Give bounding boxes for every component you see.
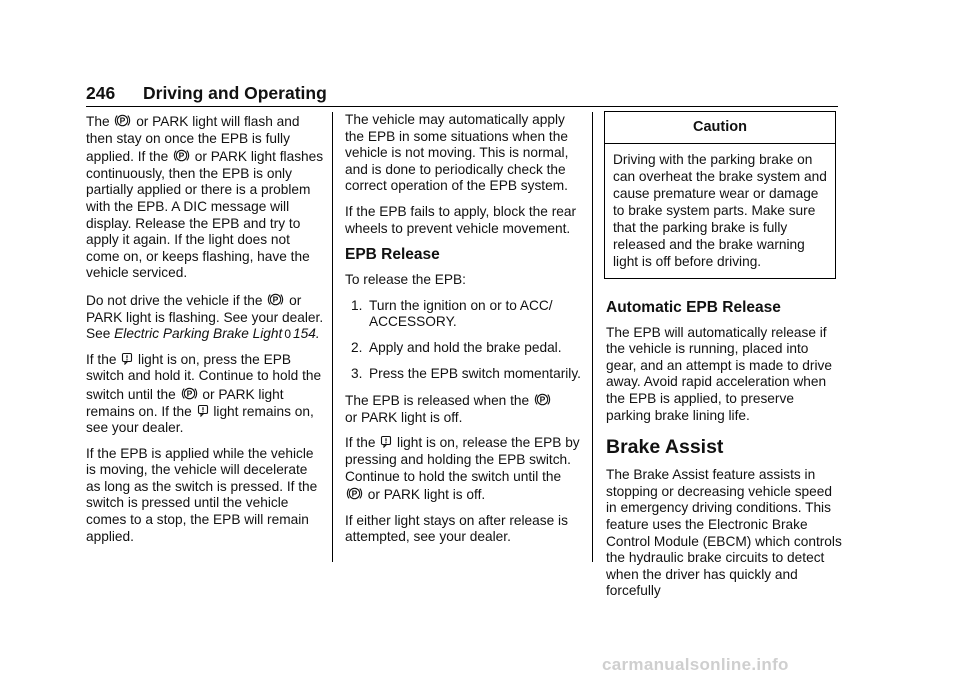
paragraph: Do not drive the vehicle if the P or PARK light is flashing. See your dealer. See Electric Parking Brake Light 0 154. <box>86 292 324 342</box>
svg-text:P: P <box>186 388 192 399</box>
park-brake-icon <box>534 391 551 408</box>
column-left <box>86 112 324 554</box>
paragraph: If the light is on, release the EPB by pressing and holding the EPB switch. Continue to hold the switch until the P or PARK light is off. <box>345 435 580 503</box>
column-divider <box>592 112 593 562</box>
caution-box <box>604 111 836 279</box>
svg-text:P: P <box>351 488 358 499</box>
park-brake-icon <box>173 147 190 164</box>
svg-text:P: P <box>178 150 185 161</box>
list-item: 1. Turn the ignition on or to ACC/ ACCESSORY. <box>351 297 553 330</box>
heading-epb-release: EPB Release <box>345 246 440 264</box>
caution-title: Caution <box>605 112 835 144</box>
heading-brake-assist: Brake Assist <box>606 436 724 459</box>
brake-service-icon <box>380 435 392 448</box>
link-electric-parking-brake-light[interactable]: Electric Parking Brake Light <box>114 326 283 342</box>
park-brake-icon <box>346 485 363 502</box>
section-title: Driving and Operating <box>143 83 327 103</box>
paragraph: If either light stays on after release is attempted, see your dealer. <box>345 512 568 545</box>
paragraph: The P or PARK light will flash and then stay on once the EPB is fully applied. If the P or PARK light flashes continuously, then the EPB is only partially applied or there is a problem with the EPB. A DIC message will display. Release the EPB and try to apply it again. If the light does not come on, or keeps flashing, have the vehicle serviced. <box>86 114 324 281</box>
page-reference-symbol: 0 <box>284 327 291 342</box>
svg-text:P: P <box>272 294 279 305</box>
paragraph: To release the EPB: <box>345 272 466 288</box>
paragraph: The EPB will automatically release if the vehicle is running, placed into gear, and an attempt is made to drive away. Avoid rapid acceleration when the EPB is applied, to preserve parking brake lining life. <box>606 324 832 423</box>
paragraph: If the light is on, press the EPB switch and hold it. Continue to hold the switch until the P or PARK light remains on. If the light remains on, see your dealer. <box>86 351 322 436</box>
caution-body: Driving with the parking brake on can overheat the brake system and cause premature wear or damage to brake system parts. Make sure that the parking brake is fully released and the brake warning light is off before driving. <box>613 151 827 269</box>
paragraph: If the EPB is applied while the vehicle is moving, the vehicle will decelerate as long as the switch is pressed. If the switch is pressed until the vehicle comes to a stop, the EPB will remain applied. <box>86 445 318 544</box>
column-divider <box>332 112 333 562</box>
brake-service-icon <box>121 352 133 365</box>
column-middle <box>345 112 581 555</box>
list-item: 3. Press the EPB switch momentarily. <box>351 365 581 381</box>
page-header <box>86 82 838 107</box>
paragraph: If the EPB fails to apply, block the rear wheels to prevent vehicle movement. <box>345 203 577 236</box>
park-brake-icon <box>114 112 131 129</box>
page-number: 246 <box>86 83 116 103</box>
svg-text:P: P <box>120 115 126 126</box>
column-right <box>606 112 842 609</box>
release-steps <box>345 298 581 382</box>
paragraph: The vehicle may automatically apply the EPB in some situations when the vehicle is not moving. This is normal, and is done to periodically check the correct operation of the EPB system. <box>345 112 569 194</box>
heading-automatic-epb-release: Automatic EPB Release <box>606 298 781 316</box>
list-item: 2. Apply and hold the brake pedal. <box>351 339 562 355</box>
park-brake-icon <box>181 385 198 402</box>
brake-service-icon <box>197 404 209 417</box>
paragraph: The Brake Assist feature assists in stopping or decreasing vehicle speed in emergency driving conditions. This feature uses the Electronic Brake Control Module (EBCM) which controls the hydraulic brake circuits to detect when the driver has quickly and forcefully <box>606 467 842 599</box>
park-brake-icon <box>267 291 284 308</box>
page-reference[interactable]: 154 <box>293 326 316 342</box>
watermark: carmanualsonline.info <box>602 655 789 674</box>
svg-text:P: P <box>539 394 546 405</box>
paragraph: The EPB is released when the P or PARK light is off. <box>345 391 581 426</box>
